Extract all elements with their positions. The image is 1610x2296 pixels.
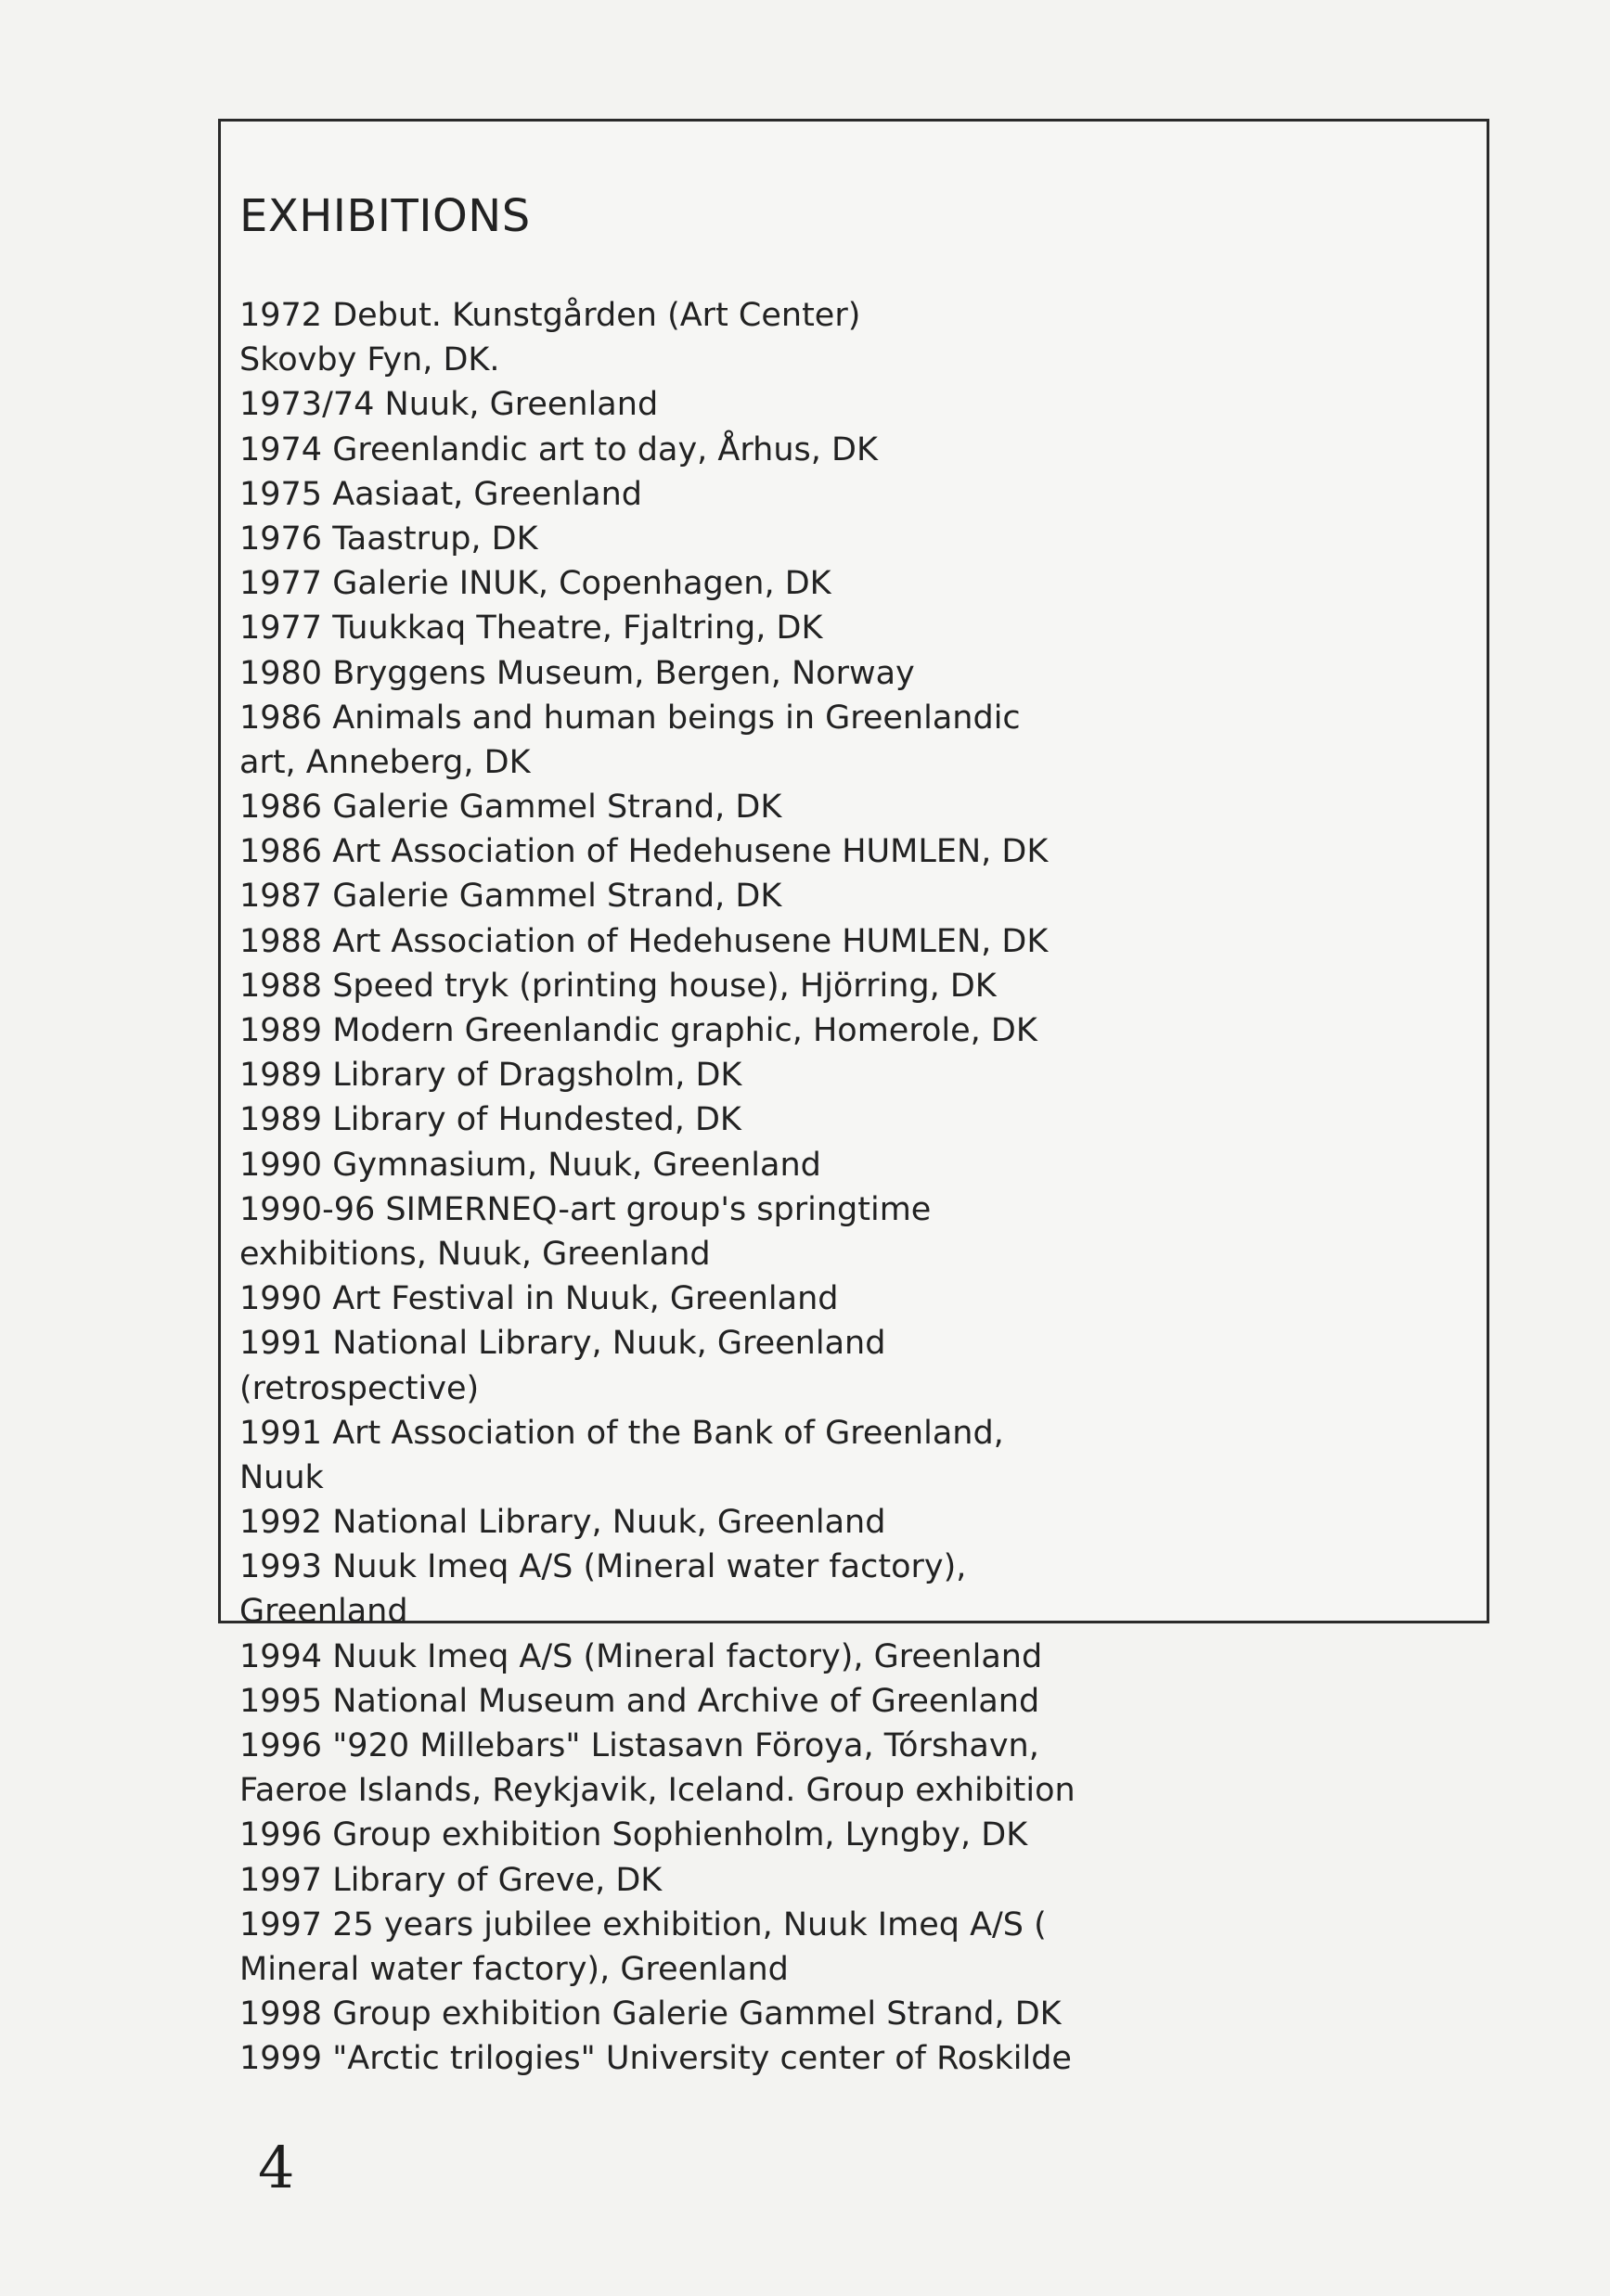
exhibition-line: 1975 Aasiaat, Greenland: [239, 475, 642, 513]
exhibition-line: 1972 Debut. Kunstgården (Art Center): [239, 297, 861, 334]
exhibition-line: Skovby Fyn, DK.: [239, 341, 500, 379]
exhibition-line: 1989 Library of Dragsholm, DK: [239, 1057, 742, 1095]
exhibition-line: 1976 Taastrup, DK: [239, 519, 538, 558]
exhibition-line: 1990 Art Festival in Nuuk, Greenland: [239, 1280, 839, 1318]
exhibition-line: Greenland: [239, 1593, 408, 1631]
exhibition-line: 1989 Library of Hundested, DK: [239, 1101, 741, 1139]
exhibition-line: 1977 Tuukkaq Theatre, Fjaltring, DK: [239, 609, 823, 648]
exhibition-line: 1988 Speed tryk (printing house), Hjörring, DK: [239, 967, 997, 1005]
exhibition-line: Nuuk: [239, 1458, 324, 1496]
exhibition-line: 1994 Nuuk Imeq A/S (Mineral factory), Greenland: [239, 1637, 1043, 1675]
exhibition-line: 1992 National Library, Nuuk, Greenland: [239, 1504, 886, 1542]
exhibition-line: 1974 Greenlandic art to day, Århus, DK: [239, 430, 878, 468]
exhibition-line: 1993 Nuuk Imeq A/S (Mineral water factory),: [239, 1548, 967, 1586]
exhibitions-box: [218, 119, 1489, 2078]
exhibition-line: 1986 Galerie Gammel Strand, DK: [239, 789, 782, 827]
exhibition-line: 1999 "Arctic trilogies" University center of Roskilde: [239, 2040, 1072, 2078]
exhibition-line: 1980 Bryggens Museum, Bergen, Norway: [239, 654, 915, 692]
exhibition-line: 1987 Galerie Gammel Strand, DK: [239, 878, 782, 916]
exhibition-line: 1996 "920 Millebars" Listasavn Föroya, Tórshavn,: [239, 1727, 1039, 1764]
exhibition-line: Faeroe Islands, Reykjavik, Iceland. Group exhibition: [239, 1772, 1075, 1810]
exhibition-line: art, Anneberg, DK: [239, 743, 531, 781]
exhibition-line: 1998 Group exhibition Galerie Gammel Strand, DK: [239, 1995, 1062, 2033]
exhibition-line: 1986 Art Association of Hedehusene HUMLEN, DK: [239, 833, 1049, 871]
exhibition-line: 1991 Art Association of the Bank of Greenland,: [239, 1414, 1004, 1452]
exhibition-line: 1997 25 years jubilee exhibition, Nuuk Imeq A/S (: [239, 1905, 1047, 1943]
exhibition-line: 1995 National Museum and Archive of Greenland: [239, 1682, 1040, 1720]
exhibition-line: 1977 Galerie INUK, Copenhagen, DK: [239, 565, 831, 603]
exhibition-line: 1990 Gymnasium, Nuuk, Greenland: [239, 1146, 821, 1184]
exhibition-line: (retrospective): [239, 1369, 480, 1407]
exhibition-line: 1988 Art Association of Hedehusene HUMLEN, DK: [239, 922, 1049, 960]
exhibition-line: 1990-96 SIMERNEQ-art group's springtime: [239, 1190, 932, 1228]
exhibitions-heading: EXHIBITIONS: [239, 190, 531, 242]
exhibition-line: Mineral water factory), Greenland: [239, 1950, 789, 1988]
exhibition-line: 1986 Animals and human beings in Greenlandic: [239, 699, 1021, 737]
exhibition-line: exhibitions, Nuuk, Greenland: [239, 1235, 711, 1273]
exhibition-line: 1991 National Library, Nuuk, Greenland: [239, 1325, 886, 1363]
page-number: 4: [258, 2134, 295, 2201]
exhibition-line: 1989 Modern Greenlandic graphic, Homerole, DK: [239, 1012, 1037, 1049]
exhibition-list: [239, 293, 1464, 2082]
exhibition-line: 1996 Group exhibition Sophienholm, Lyngby, DK: [239, 1816, 1028, 1854]
exhibition-line: 1997 Library of Greve, DK: [239, 1861, 663, 1899]
exhibition-line: 1973/74 Nuuk, Greenland: [239, 386, 659, 424]
